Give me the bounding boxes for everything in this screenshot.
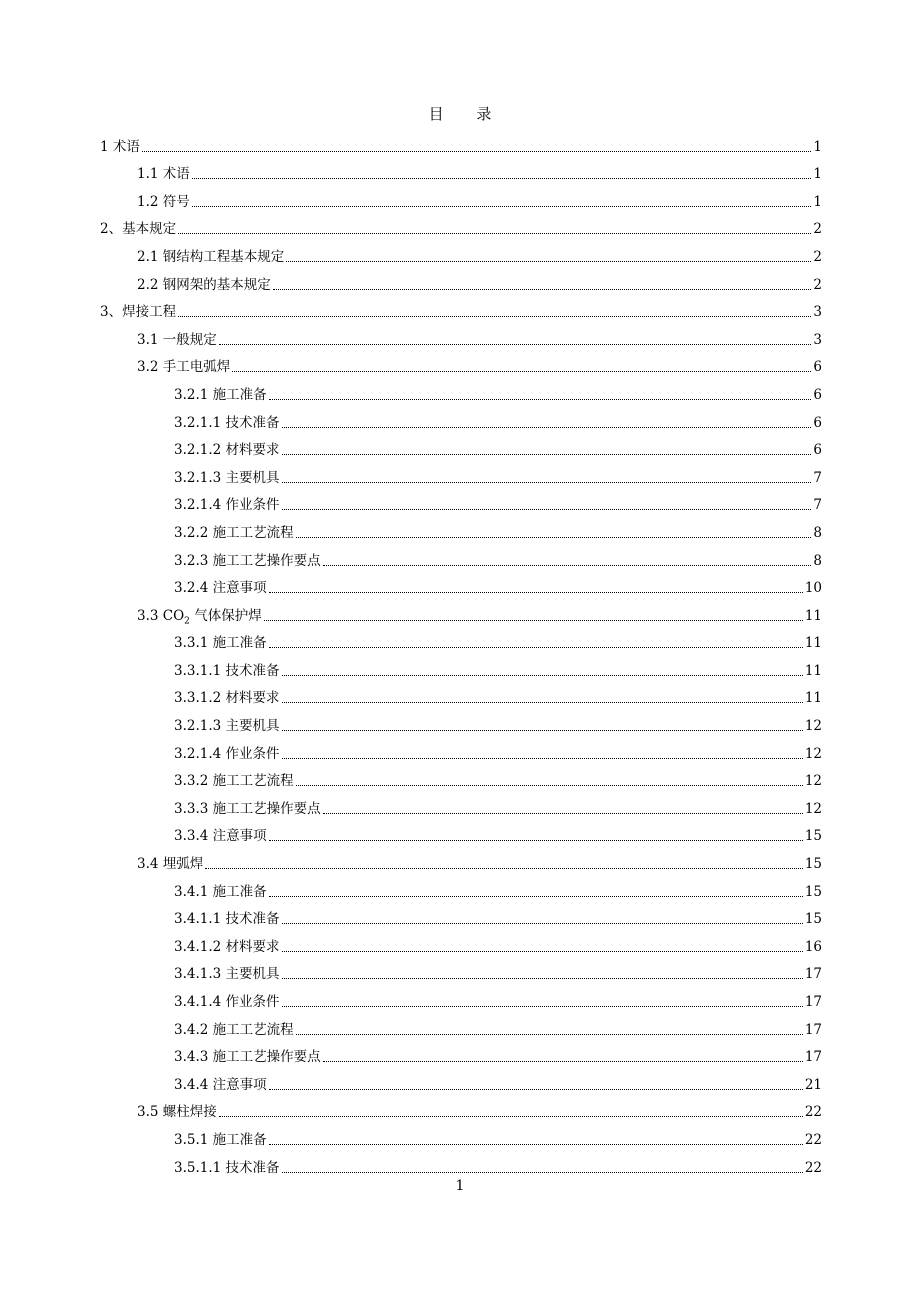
toc-entry-label — [174, 745, 280, 763]
toc-entry-label — [174, 579, 267, 597]
toc-entry-label — [137, 193, 190, 211]
toc-entry-page: 17 — [804, 966, 822, 983]
toc-entry-label — [174, 414, 280, 432]
toc-entry-label-text: 2、基本规定 — [100, 221, 177, 238]
toc-entry-page: 2 — [813, 276, 822, 293]
toc-entry-label — [174, 1159, 280, 1177]
toc-entry[interactable] — [137, 349, 822, 377]
toc-entry-page: 17 — [804, 994, 822, 1010]
toc-dot-leader — [282, 730, 803, 731]
toc-dot-leader — [273, 289, 812, 290]
toc-entry[interactable] — [174, 376, 822, 404]
toc-entry[interactable] — [174, 763, 822, 791]
toc-entry-label-text: 3.1 一般规定 — [137, 331, 217, 348]
toc-entry[interactable] — [174, 873, 822, 901]
toc-entry[interactable] — [174, 818, 822, 846]
toc-entry-label — [137, 248, 284, 266]
toc-entry-label-text: 3.4.2 施工工艺流程 — [174, 1021, 294, 1038]
toc-dot-leader — [282, 951, 803, 952]
toc-entry-label — [137, 607, 262, 625]
toc-entry-label — [174, 386, 267, 404]
toc-dot-leader — [282, 702, 803, 703]
toc-entry-label-text: 3.3.4 注意事项 — [174, 828, 267, 845]
toc-entry-label — [174, 552, 321, 570]
toc-entry[interactable] — [137, 845, 822, 873]
toc-entry-page: 12 — [804, 745, 822, 762]
toc-dot-leader — [178, 316, 811, 317]
toc-entry-label-text: 3.3.2 施工工艺流程 — [174, 773, 294, 790]
toc-entry-page: 7 — [813, 497, 822, 514]
toc-dot-leader — [282, 482, 812, 483]
toc-entry-page: 22 — [804, 1131, 822, 1148]
toc-entry-label-text: 3.4 埋弧焊 — [137, 856, 204, 873]
toc-entry-label-subscript: 2 — [184, 616, 190, 627]
toc-entry-label-text: 3.2.1 施工准备 — [174, 386, 267, 403]
toc-entry[interactable] — [174, 625, 822, 653]
toc-entry-label-text: 3、焊接工程 — [100, 304, 177, 321]
toc-entry[interactable] — [174, 983, 822, 1011]
toc-entry-page: 11 — [804, 607, 822, 624]
toc-dot-leader — [142, 151, 812, 152]
toc-dot-leader — [269, 592, 803, 593]
toc-entry-page: 1 — [813, 193, 822, 210]
toc-entry[interactable] — [174, 901, 822, 929]
toc-entry-page: 12 — [804, 718, 822, 735]
toc-entry-page: 15 — [804, 856, 822, 873]
toc-dot-leader — [282, 1172, 803, 1173]
toc-entry-label-text: 3.2.1.3 主要机具 — [174, 469, 280, 486]
toc-entry-page: 6 — [813, 359, 822, 376]
toc-entry-page: 6 — [813, 442, 822, 459]
toc-entry-page: 12 — [804, 773, 822, 790]
toc-entry-label-text: 3.3.3 施工工艺操作要点 — [174, 800, 321, 817]
toc-entry-label — [174, 1048, 321, 1066]
toc-entry-page: 15 — [804, 911, 822, 928]
toc-entry-label — [137, 358, 230, 376]
toc-entry-page: 16 — [804, 938, 822, 955]
toc-dot-leader — [282, 454, 812, 455]
toc-dot-leader — [323, 813, 803, 814]
toc-entry-label — [174, 883, 267, 901]
toc-entry-label-text: 3.4.1.3 主要机具 — [174, 966, 280, 983]
toc-dot-leader — [264, 620, 803, 621]
toc-entry-label-text: 3.5.1.1 技术准备 — [174, 1159, 280, 1176]
toc-entry[interactable] — [174, 956, 822, 984]
toc-entry-label — [137, 1103, 217, 1121]
toc-dot-leader — [269, 647, 803, 648]
toc-entry[interactable] — [174, 487, 822, 515]
toc-dot-leader — [269, 1089, 803, 1090]
toc-entry[interactable] — [100, 294, 822, 322]
toc-dot-leader — [296, 785, 803, 786]
toc-dot-leader — [232, 371, 811, 372]
toc-entry-label-text: 3.4.3 施工工艺操作要点 — [174, 1049, 321, 1066]
toc-entry-page: 17 — [804, 1021, 822, 1038]
toc-entry[interactable] — [100, 211, 822, 239]
toc-entry-label-text: 3.5.1 施工准备 — [174, 1131, 267, 1148]
toc-entry-page: 6 — [813, 386, 822, 403]
toc-entry[interactable] — [174, 652, 822, 680]
toc-dot-leader — [269, 399, 812, 400]
toc-entry-label-text: 3.2.1.2 材料要求 — [174, 442, 280, 459]
toc-entry-label-text: 2.2 钢网架的基本规定 — [137, 276, 271, 293]
toc-entry[interactable] — [174, 570, 822, 598]
toc-entry[interactable] — [174, 542, 822, 570]
toc-dot-leader — [282, 923, 803, 924]
toc-entry[interactable] — [174, 790, 822, 818]
toc-entry[interactable] — [174, 514, 822, 542]
toc-entry-page: 22 — [804, 1104, 822, 1121]
toc-entry-label — [174, 469, 280, 487]
toc-entry[interactable] — [137, 597, 822, 625]
toc-entry-page: 7 — [813, 469, 822, 486]
toc-entry[interactable] — [174, 432, 822, 460]
toc-entry-label-text: 3.3.1.1 技术准备 — [174, 662, 280, 679]
toc-entry[interactable] — [174, 1039, 822, 1067]
table-of-contents — [0, 128, 920, 1177]
toc-entry-label — [137, 276, 271, 294]
toc-entry[interactable] — [174, 1121, 822, 1149]
toc-entry[interactable] — [137, 238, 822, 266]
toc-entry-page: 8 — [813, 524, 822, 541]
toc-entry-label — [174, 1021, 294, 1039]
toc-dot-leader — [282, 675, 803, 676]
toc-entry-page: 10 — [804, 580, 822, 597]
toc-entry[interactable] — [174, 1149, 822, 1177]
toc-entry-label-text: 3.5 螺柱焊接 — [137, 1104, 217, 1121]
toc-dot-leader — [282, 978, 803, 979]
toc-entry-page: 11 — [804, 635, 822, 652]
toc-entry-page: 3 — [813, 304, 822, 321]
toc-dot-leader — [219, 344, 812, 345]
toc-entry[interactable] — [100, 128, 822, 156]
toc-entry-label-text: 3.4.1 施工准备 — [174, 883, 267, 900]
toc-entry-label — [174, 800, 321, 818]
toc-entry-page: 2 — [813, 221, 822, 238]
toc-entry-label — [174, 717, 280, 735]
toc-entry-page: 11 — [804, 662, 822, 679]
toc-entry-label-text: 2.1 钢结构工程基本规定 — [137, 248, 285, 265]
toc-entry-label — [174, 772, 294, 790]
toc-dot-leader — [323, 1061, 803, 1062]
toc-entry-page: 12 — [804, 800, 822, 817]
toc-entry-label — [137, 331, 217, 349]
toc-dot-leader — [296, 537, 812, 538]
toc-entry-label-text: 3.2.1.4 作业条件 — [174, 497, 280, 514]
toc-entry-label — [174, 662, 280, 680]
toc-entry-label-suffix: 气体保护焊 — [189, 607, 262, 624]
toc-entry-label — [174, 689, 280, 707]
toc-entry-label-text: 3.4.1.1 技术准备 — [174, 911, 280, 928]
toc-dot-leader — [192, 206, 812, 207]
toc-entry-page: 1 — [813, 166, 822, 183]
toc-entry[interactable] — [174, 680, 822, 708]
toc-entry[interactable] — [137, 266, 822, 294]
toc-entry-label — [100, 303, 176, 321]
toc-entry-label-text: 3.2.2 施工工艺流程 — [174, 524, 294, 541]
toc-entry-label-text: 3.2.4 注意事项 — [174, 580, 267, 597]
toc-entry-label-text: 3.2.1.4 作业条件 — [174, 745, 280, 762]
toc-entry-label-text: 3.4.1.4 作业条件 — [174, 994, 280, 1010]
toc-entry-label-text: 3.4.1.2 材料要求 — [174, 938, 280, 955]
toc-entry[interactable] — [174, 1066, 822, 1094]
toc-entry-page: 1 — [813, 138, 822, 155]
toc-dot-leader — [296, 1034, 803, 1035]
toc-dot-leader — [269, 896, 803, 897]
toc-entry-label-text: 3.2.1.3 主要机具 — [174, 718, 280, 735]
toc-entry[interactable] — [174, 1011, 822, 1039]
toc-dot-leader — [282, 427, 812, 428]
toc-title: 目 录 — [428, 105, 506, 123]
toc-entry-label — [100, 138, 140, 156]
toc-dot-leader — [192, 178, 812, 179]
toc-entry-page: 15 — [804, 828, 822, 845]
toc-entry-label — [174, 524, 294, 542]
toc-entry-label-text: 3.2 手工电弧焊 — [137, 359, 231, 376]
toc-entry-page: 22 — [804, 1159, 822, 1176]
toc-entry-label — [137, 165, 190, 183]
toc-dot-leader — [282, 1006, 803, 1007]
toc-dot-leader — [282, 758, 803, 759]
toc-dot-leader — [269, 1144, 803, 1145]
page-number: 1 — [455, 1178, 465, 1194]
toc-entry-label — [174, 496, 280, 514]
toc-dot-leader — [205, 868, 803, 869]
toc-entry[interactable] — [137, 321, 822, 349]
toc-entry-page: 21 — [804, 1076, 822, 1093]
toc-entry-label-text: 1.2 符号 — [137, 193, 190, 210]
toc-entry-page: 3 — [813, 331, 822, 348]
toc-dot-leader — [323, 565, 812, 566]
toc-entry-label — [174, 910, 280, 928]
toc-entry[interactable] — [137, 183, 822, 211]
toc-dot-leader — [219, 1116, 803, 1117]
toc-dot-leader — [178, 233, 811, 234]
toc-entry-label-text: 3.3.1.2 材料要求 — [174, 690, 280, 707]
toc-entry-label-text: 3.3.1 施工准备 — [174, 635, 267, 652]
toc-entry-label — [174, 993, 280, 1011]
toc-entry-label-text: 3.3 CO — [137, 607, 185, 624]
toc-entry-label — [174, 634, 267, 652]
toc-entry-label-text: 3.2.1.1 技术准备 — [174, 414, 280, 431]
toc-entry-label — [174, 965, 280, 983]
toc-entry[interactable] — [174, 707, 822, 735]
toc-entry-label-text: 3.2.3 施工工艺操作要点 — [174, 552, 321, 569]
toc-entry-page: 2 — [813, 248, 822, 265]
toc-entry-label-text: 3.4.4 注意事项 — [174, 1076, 267, 1093]
toc-entry-label — [174, 1076, 267, 1094]
toc-entry-label — [137, 855, 203, 873]
toc-entry[interactable] — [174, 735, 822, 763]
toc-dot-leader — [282, 509, 812, 510]
toc-entry[interactable] — [174, 928, 822, 956]
toc-entry-label — [100, 220, 176, 238]
toc-entry[interactable] — [137, 156, 822, 184]
toc-entry-label — [174, 1131, 267, 1149]
toc-entry[interactable] — [174, 459, 822, 487]
toc-entry[interactable] — [174, 404, 822, 432]
toc-entry-label — [174, 827, 267, 845]
toc-entry-page: 17 — [804, 1049, 822, 1066]
toc-entry-page: 8 — [813, 552, 822, 569]
toc-entry-page: 11 — [804, 690, 822, 707]
toc-entry-page: 15 — [804, 883, 822, 900]
toc-entry-page: 6 — [813, 414, 822, 431]
toc-entry-label — [174, 441, 280, 459]
toc-entry-label-text: 1 术语 — [100, 138, 140, 155]
toc-dot-leader — [269, 840, 803, 841]
toc-entry[interactable] — [137, 1094, 822, 1122]
toc-entry-label-text: 1.1 术语 — [137, 166, 190, 183]
toc-entry-label — [174, 938, 280, 956]
toc-dot-leader — [286, 261, 811, 262]
